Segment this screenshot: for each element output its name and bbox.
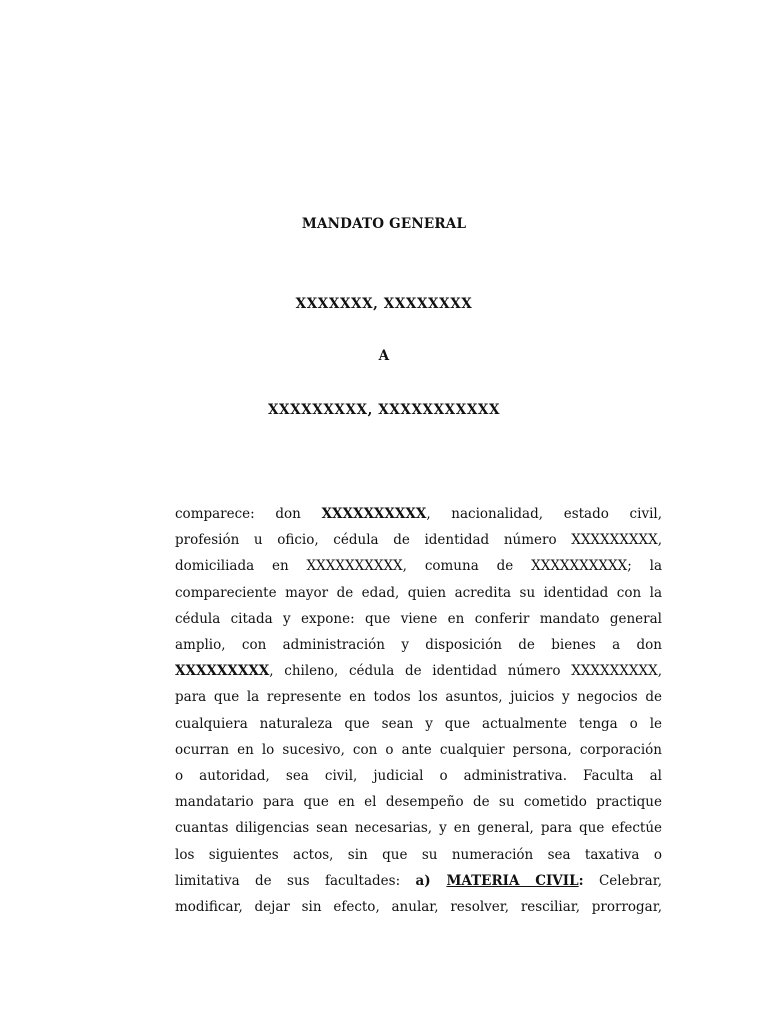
body-text-segment: modificar, dejar sin efecto, anular, resolver, resciliar, prorrogar, <box>175 899 662 916</box>
body-line <box>175 580 662 606</box>
body-line <box>175 815 662 841</box>
body-line <box>175 606 662 632</box>
body-text-segment: cualquiera naturaleza que sean y que actualmente tenga o le <box>175 715 662 732</box>
body-text-segment: a) <box>415 872 447 889</box>
body-text-segment: limitativa de sus facultades: <box>175 872 416 889</box>
body-text-segment: domiciliada en XXXXXXXXXX, comuna de XXXXXXXXXX; la <box>175 558 662 575</box>
body-text-segment: XXXXXXXXX <box>175 663 270 680</box>
body-line <box>175 763 662 789</box>
body-text-segment: mandatario para que en el desempeño de su cometido practique <box>175 794 662 811</box>
body-line <box>175 527 662 553</box>
body-text-segment: Celebrar, <box>583 872 662 889</box>
body-line <box>175 868 662 894</box>
body-text-segment: XXXXXXXXXX <box>321 506 427 522</box>
body-line <box>175 711 662 737</box>
body-text-segment: para que la represente en todos los asuntos, juicios y negocios de <box>175 689 662 706</box>
body-text-segment: profesión u oficio, cédula de identidad número XXXXXXXXX, <box>175 532 662 549</box>
party-connector: A <box>378 348 390 364</box>
body-text-segment: comparece: don <box>175 506 322 522</box>
body-line <box>175 553 662 579</box>
document-body <box>175 501 662 920</box>
body-text-segment: los siguientes actos, sin que su numeración sea taxativa o <box>175 846 662 863</box>
body-line <box>175 501 662 527</box>
body-text-segment: amplio, con administración y disposición de bienes a don <box>175 637 662 654</box>
body-text-segment: cuantas diligencias sean necesarias, y en general, para que efectúe <box>175 820 662 837</box>
body-line <box>175 789 662 815</box>
body-text-segment: , chileno, cédula de identidad número XXXXXXXXX, <box>269 663 662 680</box>
grantor-name: XXXXXXX, XXXXXXXX <box>295 296 473 312</box>
body-line <box>175 684 662 710</box>
body-line <box>175 737 662 763</box>
body-text-segment: MATERIA CIVIL <box>446 872 579 889</box>
body-text-segment: o autoridad, sea civil, judicial o administrativa. Faculta al <box>175 768 662 785</box>
body-line <box>175 632 662 658</box>
body-line <box>175 658 662 684</box>
grantee-name: XXXXXXXXX, XXXXXXXXXXX <box>267 402 501 418</box>
body-text-segment: : <box>578 872 584 889</box>
body-text-segment: cédula citada y expone: que viene en conferir mandato general <box>175 610 662 627</box>
document-title: MANDATO GENERAL <box>301 216 467 232</box>
body-line <box>175 894 662 920</box>
body-text-segment: ocurran en lo sucesivo, con o ante cualquier persona, corporación <box>175 741 662 758</box>
body-text-segment: compareciente mayor de edad, quien acredita su identidad con la <box>175 584 662 601</box>
body-text-segment: , nacionalidad, estado civil, <box>426 506 662 522</box>
body-line <box>175 842 662 868</box>
